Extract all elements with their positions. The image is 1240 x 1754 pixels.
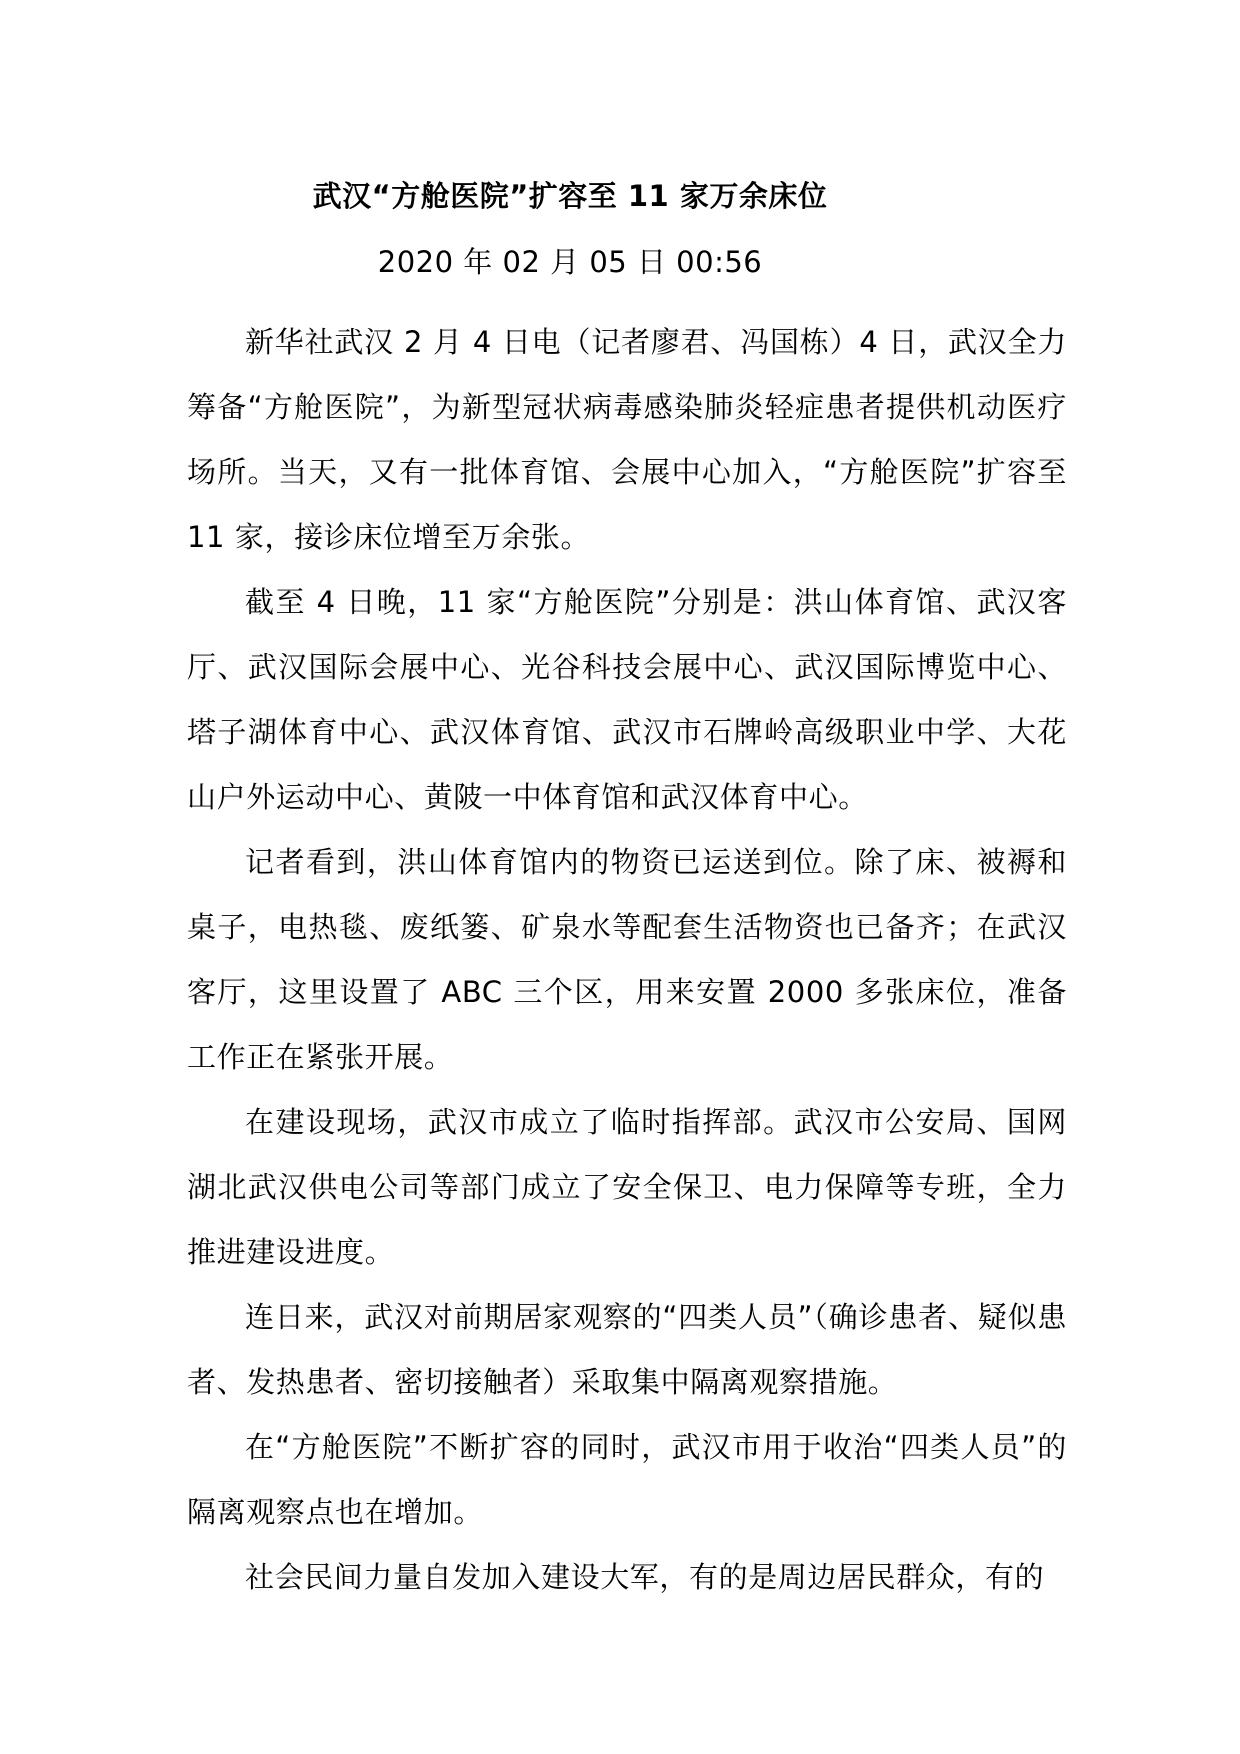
article-title: 武汉“方舱医院”扩容至 11 家万余床位 bbox=[312, 179, 828, 213]
paragraph: 新华社武汉 2 月 4 日电（记者廖君、冯国栋）4 日，武汉全力筹备“方舱医院”，为新型冠状病毒感染肺炎轻症患者提供机动医疗场所。当天，又有一批体育馆、会展中心加入，“方舱医院”扩容至 11 家，接诊床位增至万余张。 bbox=[187, 325, 1067, 554]
paragraph: 社会民间力量自发加入建设大军，有的是周边居民群众，有的 bbox=[245, 1560, 1045, 1594]
paragraph: 记者看到，洪山体育馆内的物资已运送到位。除了床、被褥和桌子，电热毯、废纸篓、矿泉水等配套生活物资也已备齐；在武汉客厅，这里设置了 ABC 三个区，用来安置 2000 多张床位，准备工作正在紧张开展。 bbox=[187, 845, 1067, 1074]
paragraph: 连日来，武汉对前期居家观察的“四类人员”（确诊患者、疑似患者、发热患者、密切接触者）采取集中隔离观察措施。 bbox=[187, 1300, 1067, 1399]
paragraph: 截至 4 日晚，11 家“方舱医院”分别是：洪山体育馆、武汉客厅、武汉国际会展中心、光谷科技会展中心、武汉国际博览中心、塔子湖体育中心、武汉体育馆、武汉市石牌岭高级职业中学、大花山户外运动中心、黄陂一中体育馆和武汉体育中心。 bbox=[187, 585, 1067, 814]
paragraph: 在“方舱医院”不断扩容的同时，武汉市用于收治“四类人员”的隔离观察点也在增加。 bbox=[187, 1430, 1067, 1529]
article-body bbox=[187, 310, 1067, 1610]
article-dateline: 2020 年 02 月 05 日 00:56 bbox=[377, 245, 763, 279]
paragraph: 在建设现场，武汉市成立了临时指挥部。武汉市公安局、国网湖北武汉供电公司等部门成立了安全保卫、电力保障等专班，全力推进建设进度。 bbox=[187, 1105, 1067, 1269]
